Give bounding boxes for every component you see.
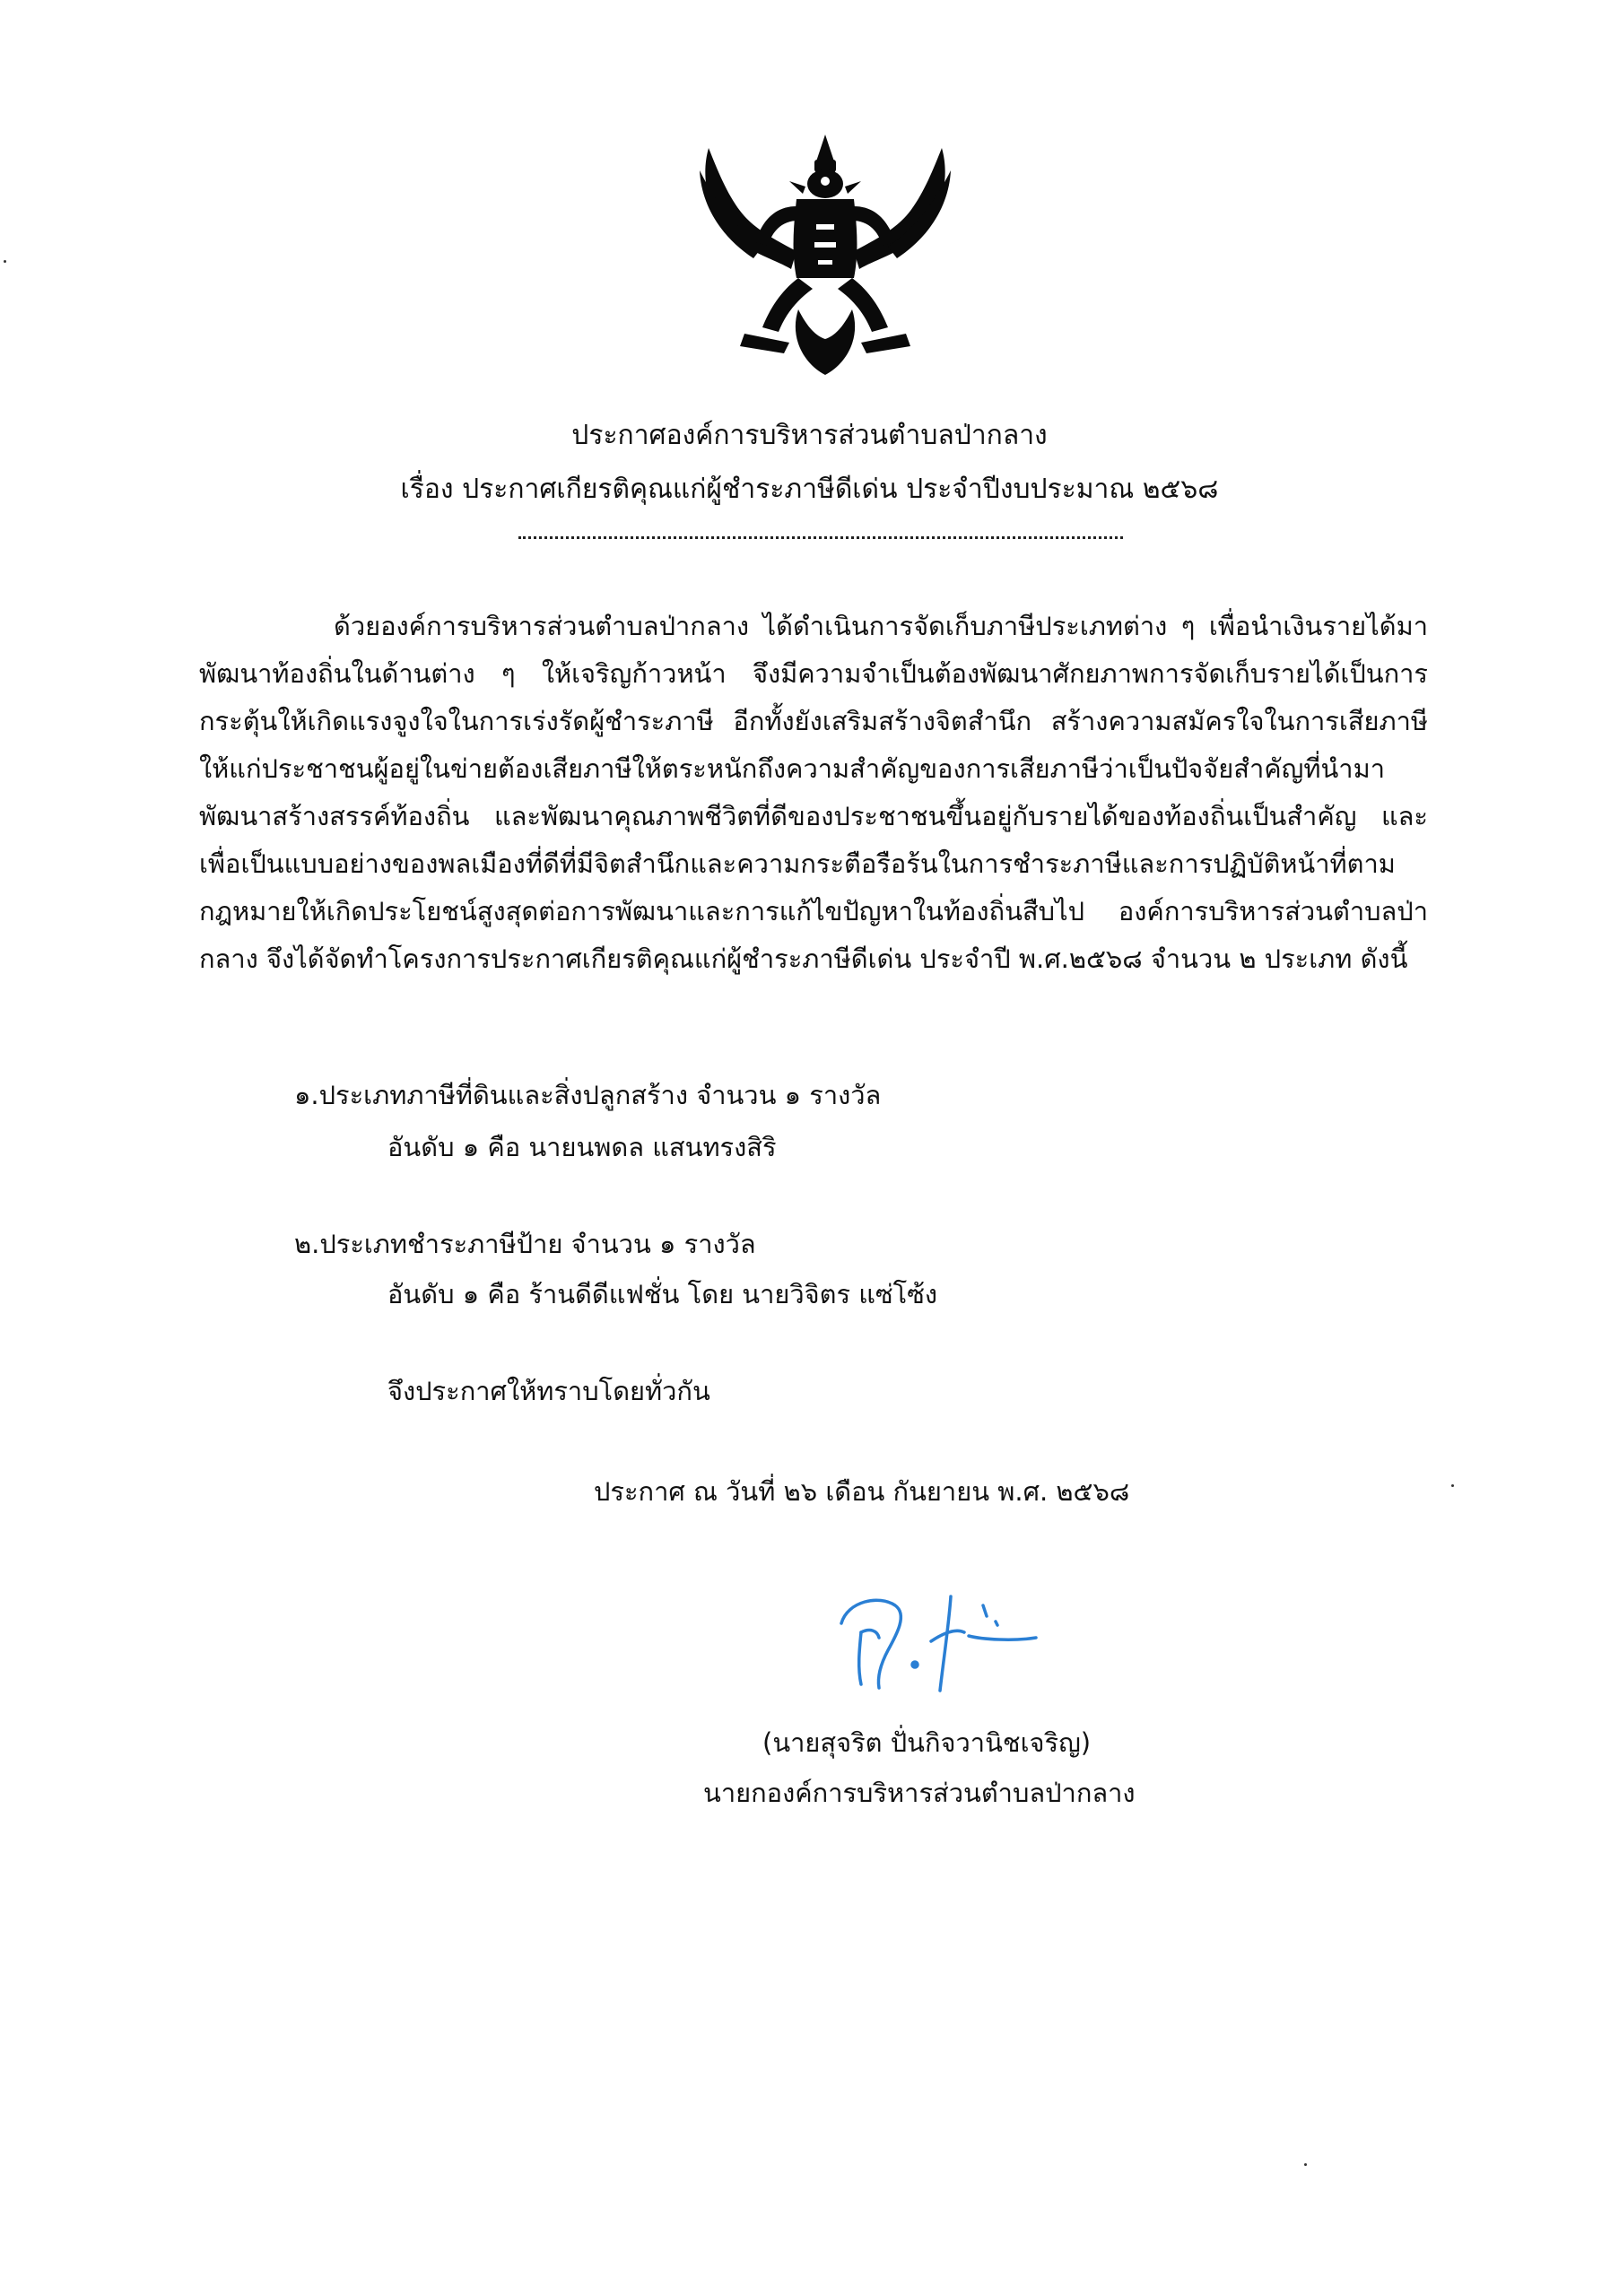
award-winner-1: อันดับ ๑ คือ นายนพดล แสนทรงสิริ	[387, 1132, 777, 1162]
garuda-emblem	[691, 135, 960, 377]
announcement-title: ประกาศองค์การบริหารส่วนตำบลป่ากลาง	[571, 420, 1048, 451]
announcement-subject: เรื่อง ประกาศเกียรติคุณแก่ผู้ชำระภาษีดีเด่น ประจำปีงบประมาณ ๒๕๖๘	[400, 474, 1219, 505]
scan-speck	[1304, 2163, 1307, 2166]
award-category-1: ๑.ประเภทภาษีที่ดินและสิ่งปลูกสร้าง จำนวน ๑ รางวัล	[294, 1080, 882, 1110]
closing-statement: จึงประกาศให้ทราบโดยทั่วกัน	[387, 1376, 710, 1406]
scan-speck	[4, 260, 6, 263]
announcement-date: ประกาศ ณ วันที่ ๒๖ เดือน กันยายน พ.ศ. ๒๕๖๘	[594, 1476, 1130, 1507]
signature	[825, 1578, 1049, 1695]
award-category-2: ๒.ประเภทชำระภาษีป้าย จำนวน ๑ รางวัล	[294, 1229, 756, 1259]
dotted-divider	[518, 536, 1123, 539]
signatory-position: นายกองค์การบริหารส่วนตำบลป่ากลาง	[703, 1778, 1136, 1808]
signatory-name: (นายสุจริต ปั่นกิจวานิชเจริญ)	[762, 1727, 1092, 1758]
body-paragraph-text: ด้วยองค์การบริหารส่วนตำบลป่ากลาง ได้ดำเนินการจัดเก็บภาษีประเภทต่าง ๆ เพื่อนำเงินรายได้มาพัฒนาท้องถิ่นในด้านต่าง ๆ ให้เจริญก้าวหน้า จึงมีความจำเป็นต้องพัฒนาศักยภาพการจัดเก็บรายได้เป็นการกระตุ้นให้เกิดแรงจูงใจในการเร่งรัดผู้ชำระภาษี อีกทั้งยังเสริมสร้างจิตสำนึก สร้างความสมัครใจในการเสียภาษีให้แก่ประชาชนผู้อยู่ในข่ายต้องเสียภาษีให้ตระหนักถึงความสำคัญของการเสียภาษีว่าเป็นปัจจัยสำคัญที่นำมา พัฒนาสร้างสรรค์ท้องถิ่น และพัฒนาคุณภาพชีวิตที่ดีของประชาชนขึ้นอยู่กับรายได้ของท้องถิ่นเป็นสำคัญ และเพื่อเป็นแบบอย่างของพลเมืองที่ดีที่มีจิตสำนึกและความกระตือรือร้นในการชำระภาษีและการปฏิบัติหน้าที่ตามกฎหมายให้เกิดประโยชน์สูงสุดต่อการพัฒนาและการแก้ไขปัญหาในท้องถิ่นสืบไป องค์การบริหารส่วนตำบลป่ากลาง จึงได้จัดทำโครงการประกาศเกียรติคุณแก่ผู้ชำระภาษีดีเด่น ประจำปี พ.ศ.๒๕๖๘ จำนวน ๒ ประเภท ดังนี้	[199, 611, 1428, 974]
scan-speck	[1451, 1484, 1454, 1487]
body-paragraph	[199, 603, 1428, 983]
award-winner-2: อันดับ ๑ คือ ร้านดีดีแฟชั่น โดย นายวิจิตร แซ่โซ้ง	[387, 1279, 938, 1309]
